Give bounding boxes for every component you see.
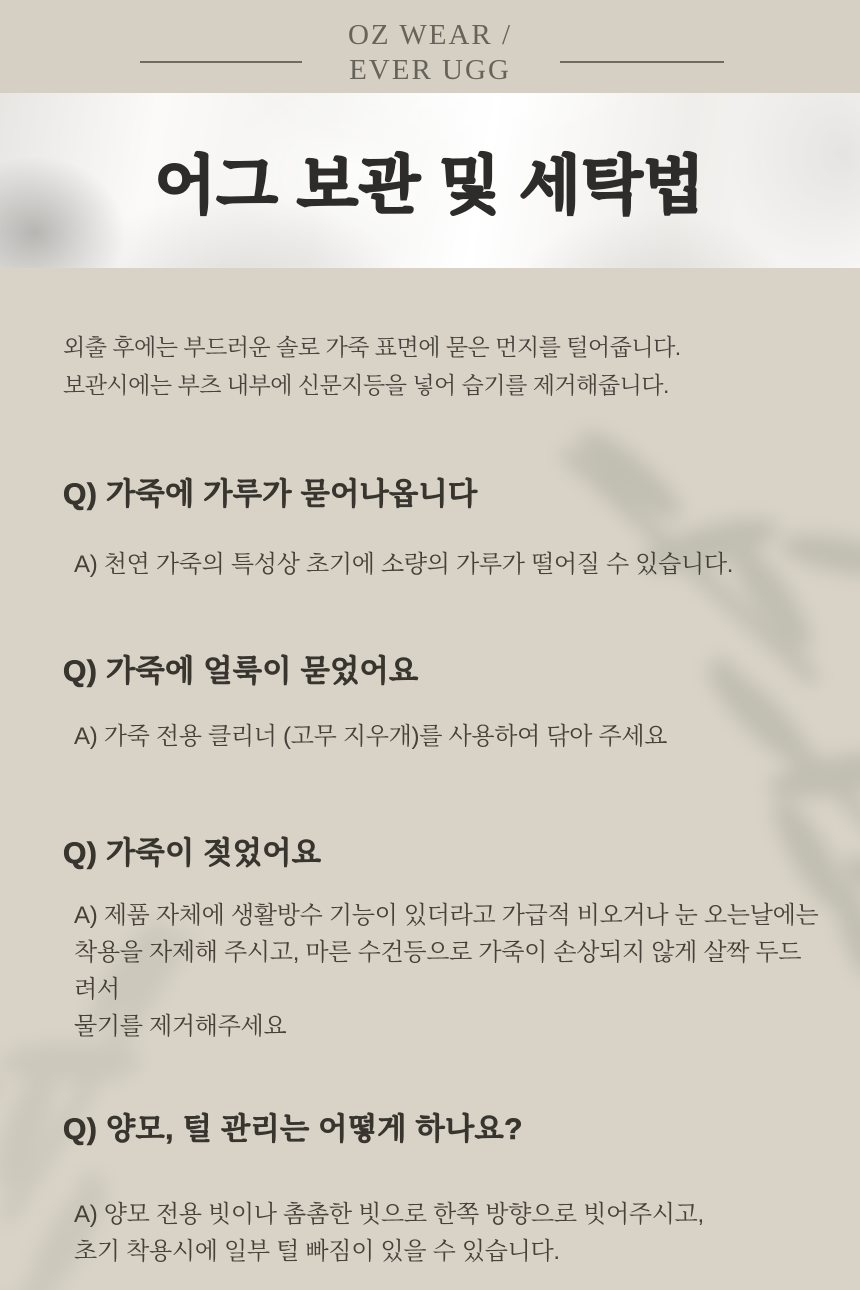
faq-answer-line: 초기 착용시에 일부 털 빠짐이 있을 수 있습니다. xyxy=(74,1238,560,1265)
title-banner xyxy=(0,93,860,268)
faq-answer-line: 물기를 제거해주세요 xyxy=(74,1013,287,1040)
faq-answer-line: 착용을 자제해 주시고, 마른 수건등으로 가죽이 손상되지 않게 살짝 두드려서 xyxy=(74,939,802,1003)
faq-answer-line: A) 양모 전용 빗이나 촘촘한 빗으로 한쪽 방향으로 빗어주시고, xyxy=(74,1201,704,1228)
brand-name xyxy=(0,18,860,88)
header-divider-right xyxy=(560,61,724,63)
page-title: 어그 보관 및 세탁법 xyxy=(154,151,706,221)
faq-answer-line: A) 가죽 전용 클리너 (고무 지우개)를 사용하여 닦아 주세요 xyxy=(74,723,668,750)
faq-question-wool: Q) 양모, 털 관리는 어떻게 하나요? xyxy=(63,1113,523,1146)
brand-name-line1: OZ WEAR / xyxy=(347,19,513,51)
intro-line-2: 보관시에는 부츠 내부에 신문지등을 넣어 습기를 제거해줍니다. xyxy=(63,372,669,398)
faq-answer-wet xyxy=(63,897,820,1045)
faq-answer-line: A) 제품 자체에 생활방수 기능이 있더라고 가급적 비오거나 눈 오는날에는 xyxy=(74,902,819,929)
intro-paragraph xyxy=(63,268,820,404)
faq-answer-line: A) 천연 가죽의 특성상 초기에 소량의 가루가 떨어질 수 있습니다. xyxy=(74,551,734,578)
intro-line-1: 외출 후에는 부드러운 솔로 가죽 표면에 묻은 먼지를 털어줍니다. xyxy=(63,334,681,360)
faq-answer-wool xyxy=(63,1196,820,1270)
brand-name-line2: EVER UGG xyxy=(349,54,511,86)
faq-question-powder: Q) 가죽에 가루가 묻어나옵니다 xyxy=(63,478,478,511)
faq-question-stain: Q) 가죽에 얼룩이 묻었어요 xyxy=(63,655,419,688)
faq-question-wet: Q) 가죽이 젖었어요 xyxy=(63,837,322,870)
faq-answer-stain xyxy=(63,718,820,755)
brand-header xyxy=(0,0,860,93)
care-instructions xyxy=(0,268,860,1270)
faq-answer-powder xyxy=(63,546,820,583)
